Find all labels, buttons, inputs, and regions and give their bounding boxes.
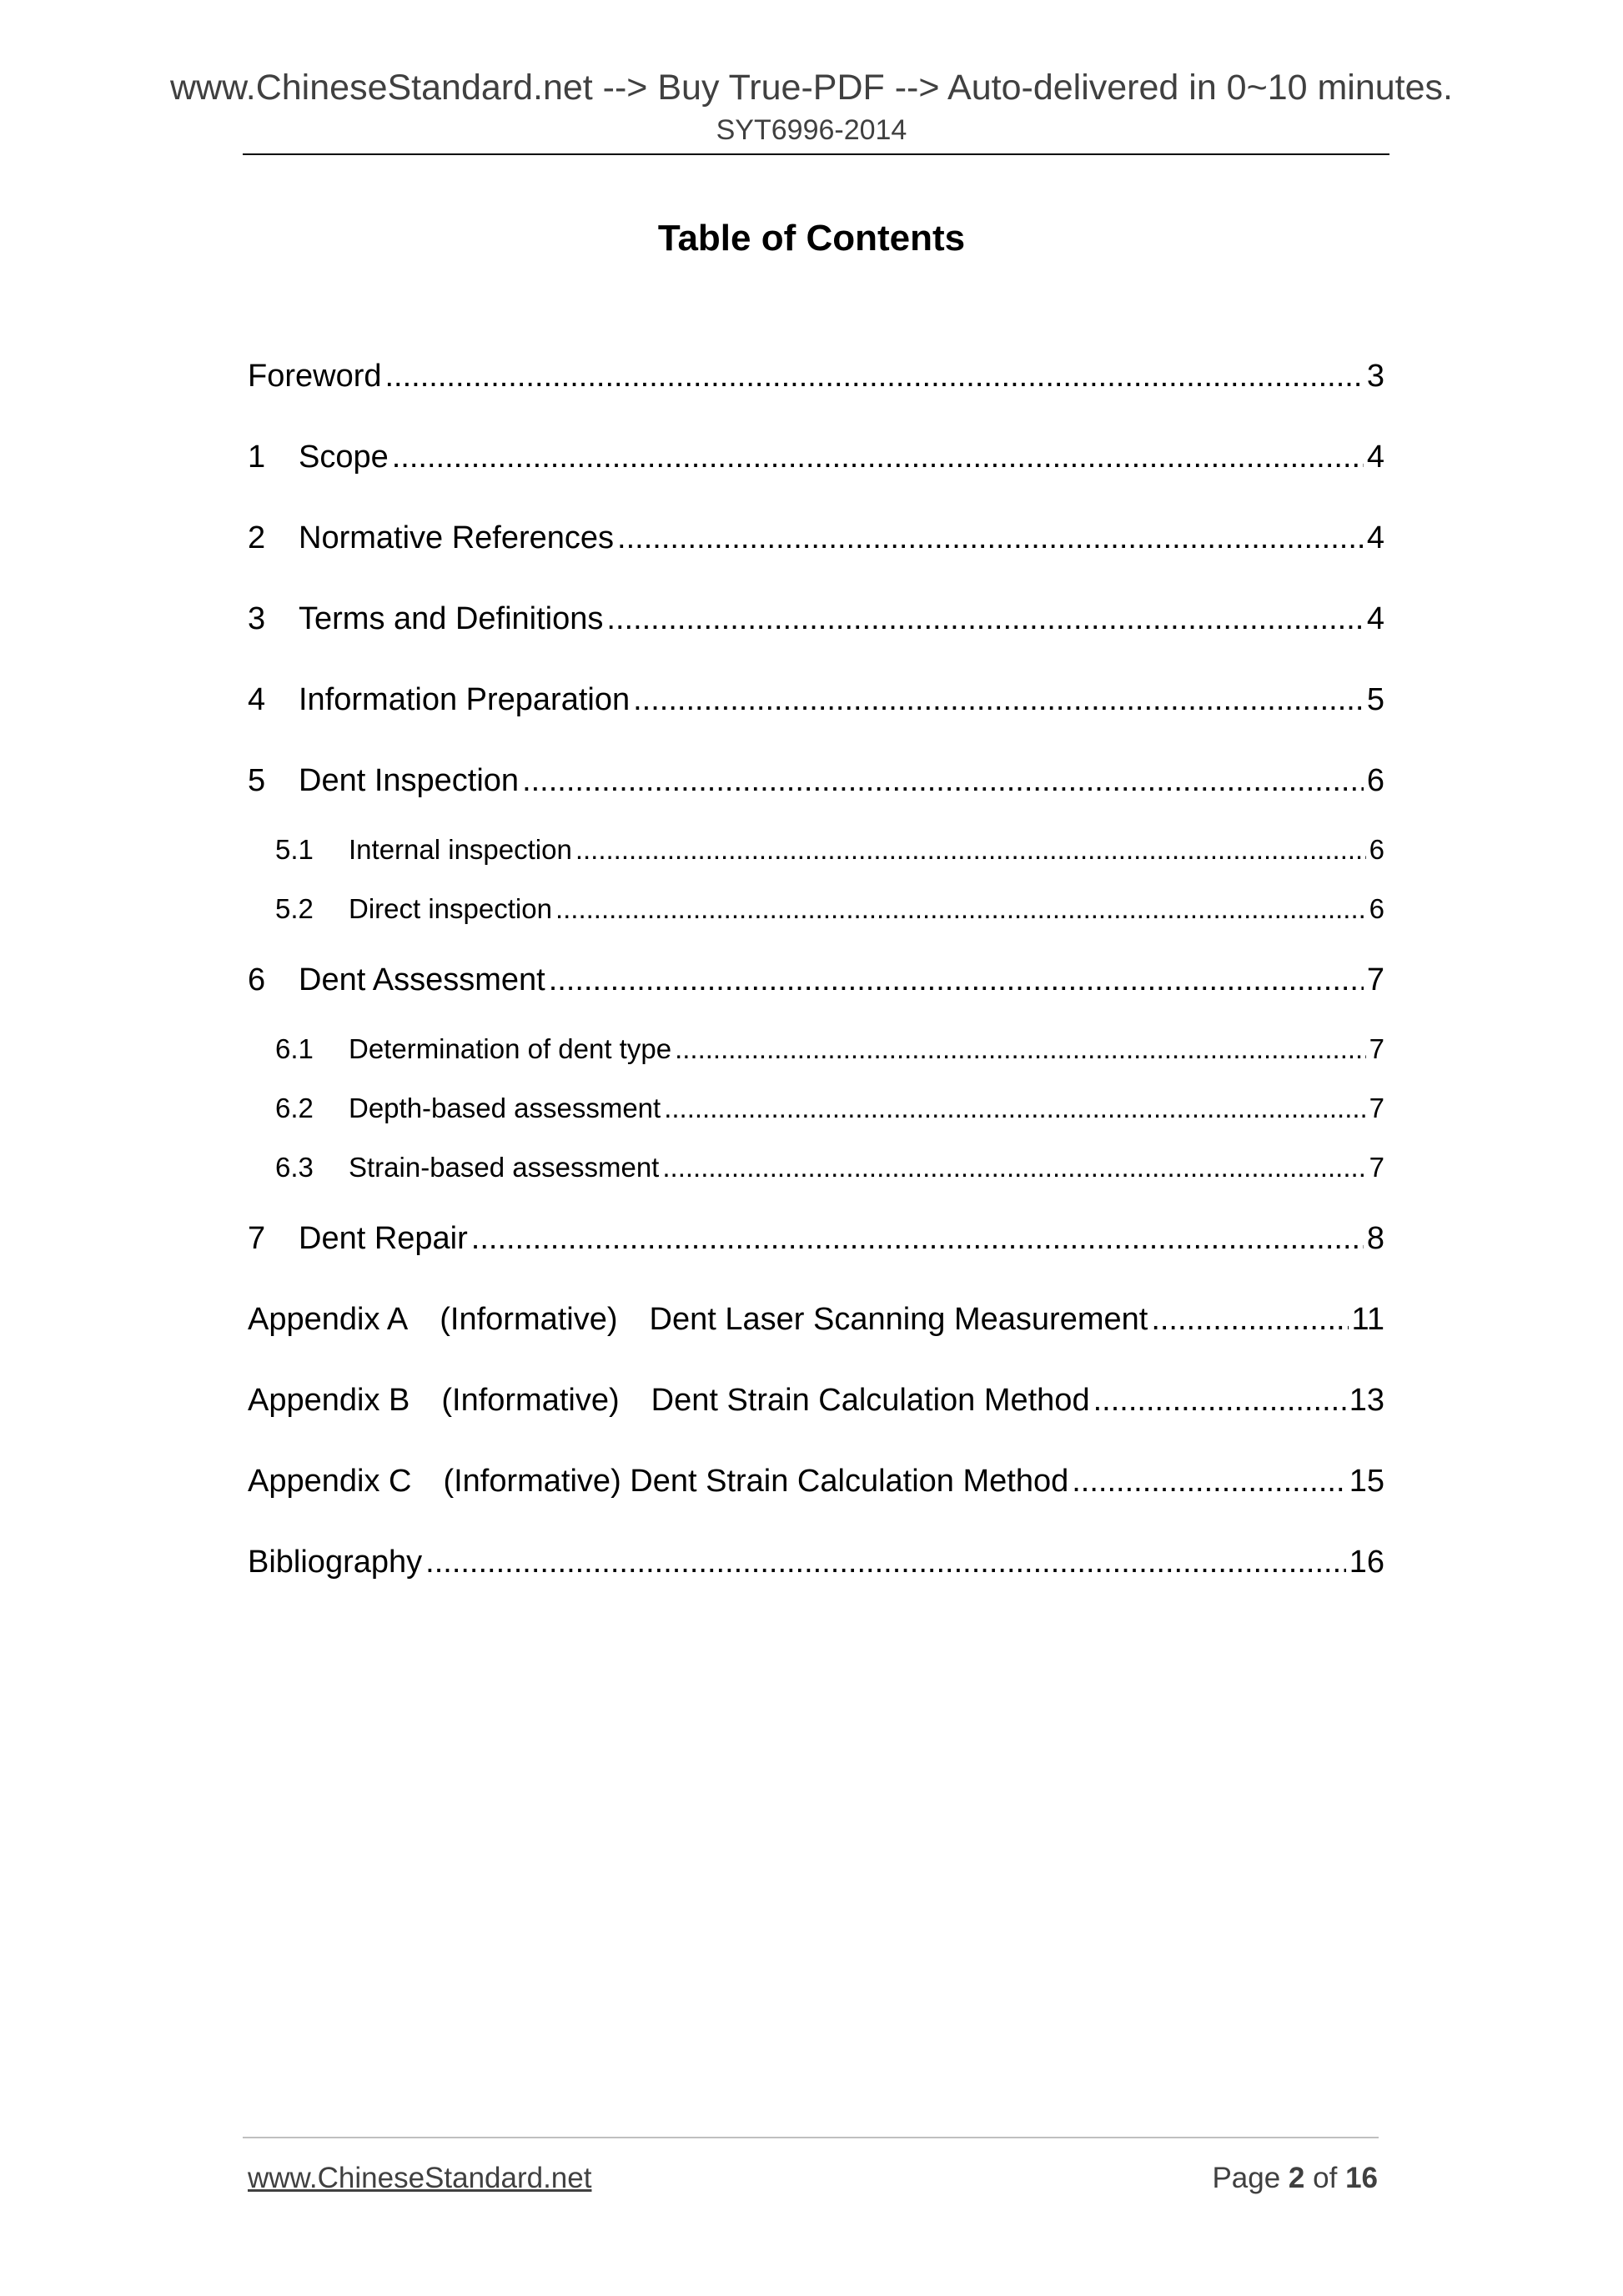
- toc-entry-number: 5.1: [275, 834, 314, 865]
- toc-entry-label: Information Preparation: [299, 682, 631, 717]
- toc-dot-leader: [471, 1218, 1364, 1259]
- toc-entry-appendix-b[interactable]: [248, 1379, 1384, 1421]
- toc-entry-dent-type[interactable]: [248, 1031, 1384, 1068]
- toc-entry-label: Depth-based assessment: [349, 1093, 661, 1123]
- toc-entry-number: 1: [248, 440, 266, 475]
- header-divider: [243, 153, 1389, 155]
- toc-dot-leader: [633, 679, 1364, 721]
- toc-entry-number: 6.1: [275, 1033, 314, 1064]
- toc-dot-leader: [606, 598, 1363, 640]
- footer-divider: [243, 2137, 1379, 2138]
- toc-entry-page: 15: [1349, 1464, 1384, 1499]
- toc-entry-dent-assessment[interactable]: [248, 959, 1384, 1001]
- toc-dot-leader: [664, 1090, 1365, 1127]
- toc-dot-leader: [1093, 1379, 1346, 1421]
- toc-entry-page: 13: [1349, 1383, 1384, 1418]
- toc-entry-page: 6: [1366, 763, 1384, 798]
- toc-entry-number: 5: [248, 763, 266, 798]
- toc-entry-label: Scope: [299, 440, 389, 475]
- toc-entry-normative-references[interactable]: [248, 517, 1384, 559]
- page-of: of: [1313, 2162, 1338, 2194]
- toc-dot-leader: [1151, 1299, 1348, 1340]
- toc-entry-page: 8: [1366, 1221, 1384, 1256]
- toc-dot-leader: [522, 760, 1364, 801]
- toc-dot-leader: [385, 355, 1364, 397]
- toc-entry-strain-assessment[interactable]: [248, 1149, 1384, 1186]
- toc-entry-number: 5.2: [275, 893, 314, 924]
- footer-site-link[interactable]: www.ChineseStandard.net: [248, 2162, 592, 2194]
- toc-entry-number: 4: [248, 682, 266, 717]
- toc-entry-page: 7: [1366, 962, 1384, 997]
- toc-entry-label: Foreword: [248, 359, 382, 394]
- toc-entry-page: 6: [1369, 834, 1384, 865]
- header-banner[interactable]: www.ChineseStandard.net --> Buy True-PDF --> Auto-delivered in 0~10 minutes.: [169, 68, 1453, 108]
- toc-entry-information-preparation[interactable]: [248, 679, 1384, 721]
- toc-dot-leader: [1072, 1460, 1345, 1502]
- toc-entry-dent-inspection[interactable]: [248, 760, 1384, 801]
- toc-entry-label: Appendix C (Informative) Dent Strain Calculation Method: [248, 1464, 1069, 1499]
- toc-entry-page: 7: [1369, 1152, 1384, 1183]
- toc-entry-number: 6: [248, 962, 266, 997]
- toc-entry-direct-inspection[interactable]: [248, 891, 1384, 927]
- toc-entry-page: 4: [1366, 440, 1384, 475]
- toc-entry-label: Direct inspection: [349, 893, 552, 924]
- toc-entry-bibliography[interactable]: [248, 1541, 1384, 1583]
- toc-entry-page: 6: [1369, 893, 1384, 924]
- toc-entry-number: 6.2: [275, 1093, 314, 1123]
- page-prefix: Page: [1212, 2162, 1281, 2194]
- toc-entry-label: Determination of dent type: [349, 1033, 672, 1064]
- toc-dot-leader: [555, 891, 1366, 927]
- toc-entry-label: Terms and Definitions: [299, 601, 604, 636]
- toc-dot-leader: [617, 517, 1364, 559]
- toc-entry-appendix-c[interactable]: [248, 1460, 1384, 1502]
- toc-entry-scope[interactable]: [248, 436, 1384, 478]
- toc-entry-page: 11: [1351, 1302, 1384, 1337]
- toc-entry-label: Dent Assessment: [299, 962, 545, 997]
- toc-entry-label: Bibliography: [248, 1545, 423, 1580]
- toc-entry-depth-assessment[interactable]: [248, 1090, 1384, 1127]
- toc-entry-number: 2: [248, 520, 266, 555]
- page-header: [0, 65, 1623, 147]
- toc-dot-leader: [425, 1541, 1346, 1583]
- toc-entry-label: Appendix B (Informative) Dent Strain Calculation Method: [248, 1383, 1090, 1418]
- toc-entry-foreword[interactable]: [248, 355, 1384, 397]
- toc-entry-page: 16: [1349, 1545, 1384, 1580]
- toc-dot-leader: [392, 436, 1364, 478]
- toc-entry-page: 7: [1369, 1093, 1384, 1123]
- toc-entry-page: 4: [1366, 601, 1384, 636]
- toc-entry-label: Normative References: [299, 520, 615, 555]
- toc-dot-leader: [675, 1031, 1366, 1068]
- toc-entry-label: Appendix A (Informative) Dent Laser Scanning Measurement: [248, 1302, 1148, 1337]
- toc-title: Table of Contents: [657, 218, 966, 259]
- toc-entry-number: 7: [248, 1221, 266, 1256]
- toc-entry-page: 3: [1366, 359, 1384, 394]
- toc-dot-leader: [549, 959, 1364, 1001]
- standard-code: SYT6996-2014: [716, 114, 907, 146]
- toc-entry-number: 6.3: [275, 1152, 314, 1183]
- toc-entry-number: 3: [248, 601, 266, 636]
- toc-entry-label: Dent Inspection: [299, 763, 520, 798]
- page-total: 16: [1345, 2162, 1378, 2194]
- toc-entry-page: 4: [1366, 520, 1384, 555]
- toc-entry-dent-repair[interactable]: [248, 1218, 1384, 1259]
- toc-entry-label: Dent Repair: [299, 1221, 468, 1256]
- toc-entry-page: 7: [1369, 1033, 1384, 1064]
- toc-entry-label: Internal inspection: [349, 834, 572, 865]
- toc-entry-terms-definitions[interactable]: [248, 598, 1384, 640]
- page-current: 2: [1288, 2162, 1305, 2194]
- toc-entry-internal-inspection[interactable]: [248, 831, 1384, 868]
- toc-entry-label: Strain-based assessment: [349, 1152, 660, 1183]
- toc-dot-leader: [662, 1149, 1365, 1186]
- toc-dot-leader: [575, 831, 1366, 868]
- toc-entry-page: 5: [1366, 682, 1384, 717]
- toc-entry-appendix-a[interactable]: [248, 1299, 1384, 1340]
- page-number: [1212, 2160, 1378, 2197]
